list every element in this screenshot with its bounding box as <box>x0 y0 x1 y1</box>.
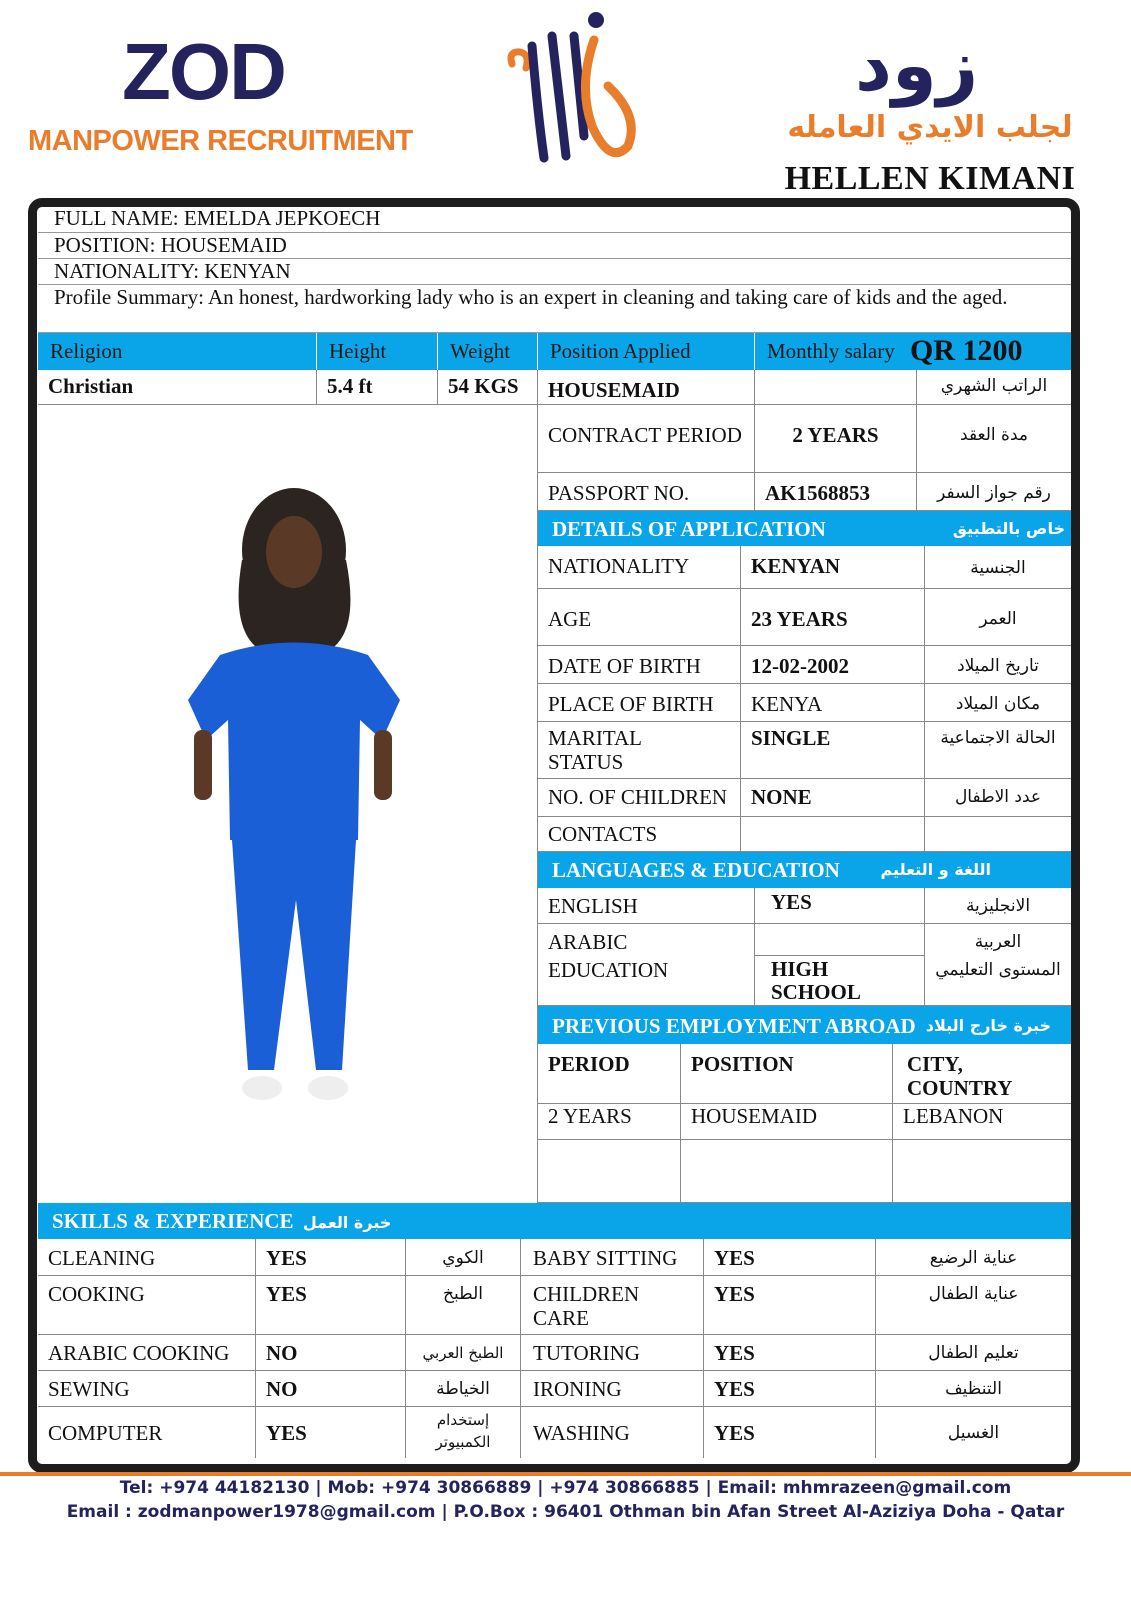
full-name: FULL NAME: EMELDA JEPKOECH <box>38 206 1071 233</box>
height-header: Height <box>317 333 438 370</box>
app-pob-label: PLACE OF BIRTH <box>538 684 741 722</box>
skill-computer-value: YES <box>256 1407 406 1458</box>
skill-cleaning-label: CLEANING <box>38 1239 256 1276</box>
employment-header-period: PERIOD <box>538 1044 681 1104</box>
brand-arabic-logo: زود <box>855 23 979 107</box>
skill-cleaning-arabic: الكوي <box>406 1239 521 1276</box>
candidate-photo <box>170 480 410 1120</box>
languages-title-arabic: اللغة و التعليم <box>880 860 991 879</box>
passport-label: PASSPORT NO. <box>538 473 755 511</box>
employment-empty-2 <box>681 1140 893 1203</box>
salary-arabic: الراتب الشهري <box>917 370 1071 405</box>
app-contacts-arabic <box>925 817 1071 852</box>
contract-period-value: 2 YEARS <box>755 405 917 473</box>
skills-title-arabic: خبرة العمل <box>302 1213 392 1232</box>
brand-logo-text: ZOD <box>122 27 285 116</box>
employment-header-position: POSITION <box>681 1044 893 1104</box>
employment-row-city: LEBANON <box>893 1104 1071 1140</box>
app-pob-arabic: مكان الميلاد <box>925 684 1071 722</box>
religion-header: Religion <box>38 333 317 370</box>
app-age-arabic: العمر <box>925 589 1071 646</box>
skill-babysitting-value: YES <box>704 1239 876 1276</box>
skill-washing-arabic: الغسيل <box>947 1423 1000 1443</box>
app-dob-arabic: تاريخ الميلاد <box>925 646 1071 684</box>
app-children-value: NONE <box>741 779 925 817</box>
passport-arabic: رقم جواز السفر <box>917 473 1071 511</box>
skill-babysitting-arabic: عناية الرضيع <box>876 1239 1071 1276</box>
agent-name: HELLEN KIMANI <box>784 160 1076 197</box>
skill-childcare-value: YES <box>704 1276 876 1335</box>
skill-ironing-arabic: التنظيف <box>876 1371 1071 1407</box>
employment-empty-3 <box>893 1140 1071 1203</box>
skill-computer-arabic: إستخدام الكمبيوتر <box>406 1407 521 1458</box>
languages-section-header <box>538 852 1071 888</box>
passport-value: AK1568853 <box>755 473 917 511</box>
skill-ironing-value: YES <box>704 1371 876 1407</box>
brand-arabic-subtitle: لجلب الايدي العامله <box>787 110 1073 145</box>
skill-sewing-arabic: الخياطة <box>406 1371 521 1407</box>
skill-cooking-value: YES <box>256 1276 406 1335</box>
lang-arabic-value <box>755 924 925 956</box>
skill-arabic-cooking-arabic: الطبخ العربي <box>406 1335 521 1371</box>
app-marital-arabic: الحالة الاجتماعية <box>925 722 1071 779</box>
app-nationality-label: NATIONALITY <box>538 546 741 589</box>
skill-washing-label: WASHING <box>521 1407 704 1458</box>
app-age-value: 23 YEARS <box>741 589 925 646</box>
skill-childcare-label: CHILDREN CARE <box>521 1276 704 1335</box>
details-title-arabic: خاص بالتطبيق <box>952 519 1065 538</box>
education-label: EDUCATION <box>538 956 755 1006</box>
salary-value: QR 1200 <box>910 334 1023 367</box>
employment-title-arabic: خبرة خارج البلاد <box>925 1016 1051 1035</box>
weight-value: 54 KGS <box>438 370 538 405</box>
details-title: DETAILS OF APPLICATION <box>552 517 826 541</box>
app-nationality-value: KENYAN <box>741 546 925 589</box>
skill-sewing-value: NO <box>256 1371 406 1407</box>
contract-period-arabic: مدة العقد <box>917 405 1071 473</box>
height-value: 5.4 ft <box>317 370 438 405</box>
lang-english-label: ENGLISH <box>538 888 755 924</box>
zod-emblem-icon <box>500 6 650 176</box>
lang-english-arabic: الانجليزية <box>925 888 1071 924</box>
employment-header-city: CITY, COUNTRY <box>893 1044 1071 1104</box>
skill-washing-value: YES <box>704 1407 876 1458</box>
app-contacts-label: CONTACTS <box>538 817 741 852</box>
skill-cleaning-value: YES <box>256 1239 406 1276</box>
education-arabic: المستوى التعليمي <box>925 956 1071 1006</box>
skill-babysitting-label: BABY SITTING <box>521 1239 704 1276</box>
app-dob-value: 12-02-2002 <box>741 646 925 684</box>
profile-summary: Profile Summary: An honest, hardworking lady who is an expert in cleaning and taking care of kids and the aged. <box>38 285 1071 333</box>
skill-computer-label: COMPUTER <box>38 1407 256 1458</box>
education-value: HIGH SCHOOL <box>755 956 925 1006</box>
religion-value: Christian <box>38 370 317 405</box>
skill-childcare-arabic: عناية الطفال <box>876 1276 1071 1335</box>
employment-empty-1 <box>538 1140 681 1203</box>
app-age-label: AGE <box>538 589 741 646</box>
app-children-arabic: عدد الاطفال <box>925 779 1071 817</box>
skill-tutoring-arabic: تعليم الطفال <box>876 1335 1071 1371</box>
footer-contact-line-1: Tel: +974 44182130 | Mob: +974 30866889 | +974 30866885 | Email: mhmrazeen@gmail.com <box>119 1478 1012 1498</box>
brand-subtitle: MANPOWER RECRUITMENT <box>28 125 413 157</box>
lang-english-value: YES <box>755 888 925 924</box>
position-applied-header: Position Applied <box>538 333 755 370</box>
footer-contact-line-2: Email : zodmanpower1978@gmail.com | P.O.Box : 96401 Othman bin Afan Street Al-Aziziya Doha - Qatar <box>66 1502 1065 1522</box>
nationality-line: NATIONALITY: KENYAN <box>38 259 1071 285</box>
app-marital-label: MARITAL STATUS <box>538 722 741 779</box>
position: POSITION: HOUSEMAID <box>38 233 1071 259</box>
employment-row-period: 2 YEARS <box>538 1104 681 1140</box>
employment-section-header <box>538 1006 1071 1044</box>
app-children-label: NO. OF CHILDREN <box>538 779 741 817</box>
skill-cooking-arabic: الطبخ <box>406 1276 521 1335</box>
skill-tutoring-label: TUTORING <box>521 1335 704 1371</box>
skill-arabic-cooking-label: ARABIC COOKING <box>38 1335 256 1371</box>
app-contacts-value <box>741 817 925 852</box>
skill-cooking-label: COOKING <box>38 1276 256 1335</box>
weight-header: Weight <box>438 333 538 370</box>
footer-divider <box>0 1472 1131 1476</box>
lang-arabic-label: ARABIC <box>538 924 755 956</box>
skill-tutoring-value: YES <box>704 1335 876 1371</box>
app-nationality-arabic: الجنسية <box>925 546 1071 589</box>
salary-empty-cell <box>755 370 917 405</box>
app-dob-label: DATE OF BIRTH <box>538 646 741 684</box>
lang-arabic-arabic: العربية <box>974 932 1022 952</box>
contract-period-label: CONTRACT PERIOD <box>538 405 755 473</box>
skill-arabic-cooking-value: NO <box>256 1335 406 1371</box>
skills-title: SKILLS & EXPERIENCE <box>52 1209 294 1233</box>
skill-ironing-label: IRONING <box>521 1371 704 1407</box>
app-marital-value: SINGLE <box>741 722 925 779</box>
position-applied-value: HOUSEMAID <box>538 370 755 405</box>
skill-sewing-label: SEWING <box>38 1371 256 1407</box>
employment-title: PREVIOUS EMPLOYMENT ABROAD <box>552 1014 916 1038</box>
details-section-header <box>538 511 1071 546</box>
salary-label: Monthly salary <box>767 339 895 363</box>
app-pob-value: KENYA <box>741 684 925 722</box>
skills-section-header <box>38 1203 1071 1239</box>
languages-title: LANGUAGES & EDUCATION <box>552 858 840 882</box>
employment-row-position: HOUSEMAID <box>681 1104 893 1140</box>
